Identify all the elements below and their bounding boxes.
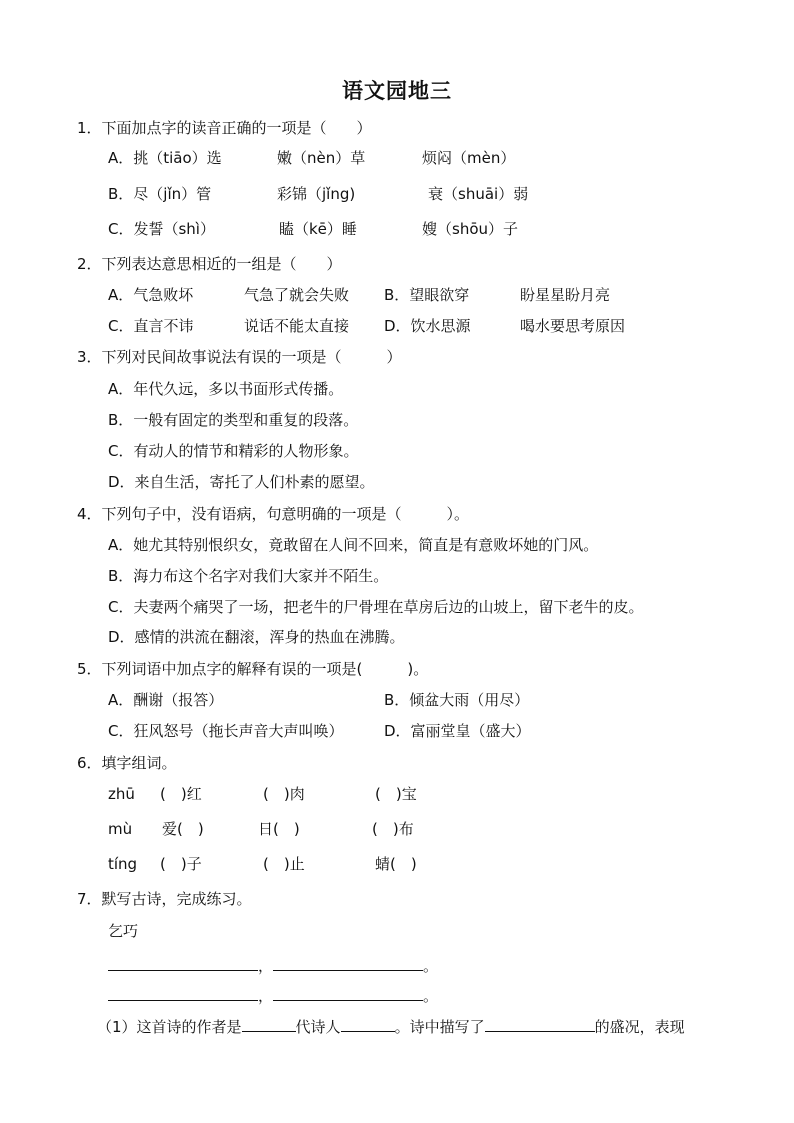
q3-option-c: C．有动人的情节和精彩的人物形象。: [108, 442, 359, 460]
q6-blank-5: 日( ): [258, 820, 300, 838]
q6-blank-6: ( )布: [372, 820, 414, 838]
q3-option-a: A．年代久远，多以书面形式传播。: [108, 380, 344, 398]
q2-option-a-meaning: 气急了就会失败: [244, 286, 350, 304]
q1-option-c-2: 瞌（kē）睡: [279, 220, 357, 238]
q2-option-d-meaning: 喝水要思考原因: [520, 317, 626, 335]
q3-option-b: B．一般有固定的类型和重复的段落。: [108, 411, 359, 429]
question-4-stem: 4．下列句子中，没有语病，句意明确的一项是（ ）。: [77, 505, 470, 523]
q6-blank-8: ( )止: [263, 855, 305, 873]
q1-option-b-1: B．尽（jǐn）管: [108, 185, 212, 203]
q6-blank-9: 蜻( ): [375, 855, 417, 873]
period: 。: [423, 957, 439, 975]
q1-option-a-2: 嫩（nèn）草: [277, 149, 366, 167]
author-blank[interactable]: [242, 1015, 296, 1032]
q2-option-b-meaning: 盼星星盼月亮: [520, 286, 611, 304]
poem-line-2: [108, 984, 438, 1006]
q4-option-b: B．海力布这个名字对我们大家并不陌生。: [108, 567, 389, 585]
q6-blank-1: ( )红: [160, 785, 202, 803]
q6-blank-7: ( )子: [160, 855, 202, 873]
comma: ，: [258, 987, 274, 1005]
question-6-stem: 6．填字组词。: [77, 754, 177, 772]
q2-option-c-meaning: 说话不能太直接: [244, 317, 350, 335]
q2-option-a: A．气急败坏: [108, 286, 194, 304]
q6-pinyin-zhu: zhū: [108, 785, 135, 803]
poem-title: 乞巧: [108, 922, 139, 940]
scene-blank[interactable]: [485, 1015, 595, 1032]
sub1-mid: 代诗人: [295, 1018, 341, 1036]
q5-option-c: C．狂风怒号（拖长声音大声叫唤）: [108, 722, 344, 740]
q5-option-a: A．酬谢（报答）: [108, 691, 224, 709]
sub1-prefix: （1）这首诗的作者是: [97, 1018, 242, 1036]
q2-option-b: B．望眼欲穿: [384, 286, 470, 304]
q2-option-c: C．直言不讳: [108, 317, 194, 335]
q6-blank-3: ( )宝: [375, 785, 417, 803]
q1-option-c-1: C．发誓（shì）: [108, 220, 215, 238]
q1-option-b-2: 彩锦（jǐng): [277, 185, 356, 203]
comma: ，: [258, 957, 274, 975]
q6-pinyin-mu: mù: [108, 820, 133, 838]
poem-line-1: [108, 954, 438, 976]
question-5-stem: 5．下列词语中加点字的解释有误的一项是( )。: [77, 660, 429, 678]
question-3-stem: 3．下列对民间故事说法有误的一项是（ ）: [77, 348, 402, 366]
q5-option-b: B．倾盆大雨（用尽）: [384, 691, 530, 709]
q1-option-a-1: A．挑（tiāo）选: [108, 149, 222, 167]
q3-option-d: D．来自生活，寄托了人们朴素的愿望。: [108, 473, 375, 491]
q6-blank-2: ( )肉: [263, 785, 305, 803]
q1-option-a-3: 烦闷（mèn）: [422, 149, 516, 167]
sub1-suffix: 的盛况，表现: [594, 1018, 685, 1036]
question-2-stem: 2．下列表达意思相近的一组是（ ）: [77, 255, 342, 273]
q2-option-d: D．饮水思源: [384, 317, 471, 335]
poem-blank-4[interactable]: [273, 984, 423, 1001]
q6-blank-4: 爱( ): [162, 820, 204, 838]
poet-blank[interactable]: [341, 1015, 395, 1032]
poem-blank-3[interactable]: [108, 984, 258, 1001]
poem-blank-1[interactable]: [108, 954, 258, 971]
q1-option-c-3: 嫂（shōu）子: [422, 220, 519, 238]
q4-option-c: C．夫妻两个痛哭了一场，把老牛的尸骨埋在草房后边的山坡上，留下老牛的皮。: [108, 598, 644, 616]
q1-option-b-3: 衰（shuāi）弱: [428, 185, 529, 203]
q5-option-d: D．富丽堂皇（盛大）: [384, 722, 531, 740]
period: 。: [423, 987, 439, 1005]
q4-option-a: A．她尤其特别恨织女，竟敢留在人间不回来，简直是有意败坏她的门风。: [108, 536, 599, 554]
page-title: 语文园地三: [342, 79, 452, 103]
poem-blank-2[interactable]: [273, 954, 423, 971]
question-1-stem: 1．下面加点字的读音正确的一项是（ ）: [77, 119, 372, 137]
q7-subquestion-1: [97, 1015, 685, 1037]
question-7-stem: 7．默写古诗，完成练习。: [77, 890, 252, 908]
sub1-mid2: 。诗中描写了: [394, 1018, 485, 1036]
q6-pinyin-ting: tíng: [108, 855, 138, 873]
q4-option-d: D．感情的洪流在翻滚，浑身的热血在沸腾。: [108, 628, 405, 646]
